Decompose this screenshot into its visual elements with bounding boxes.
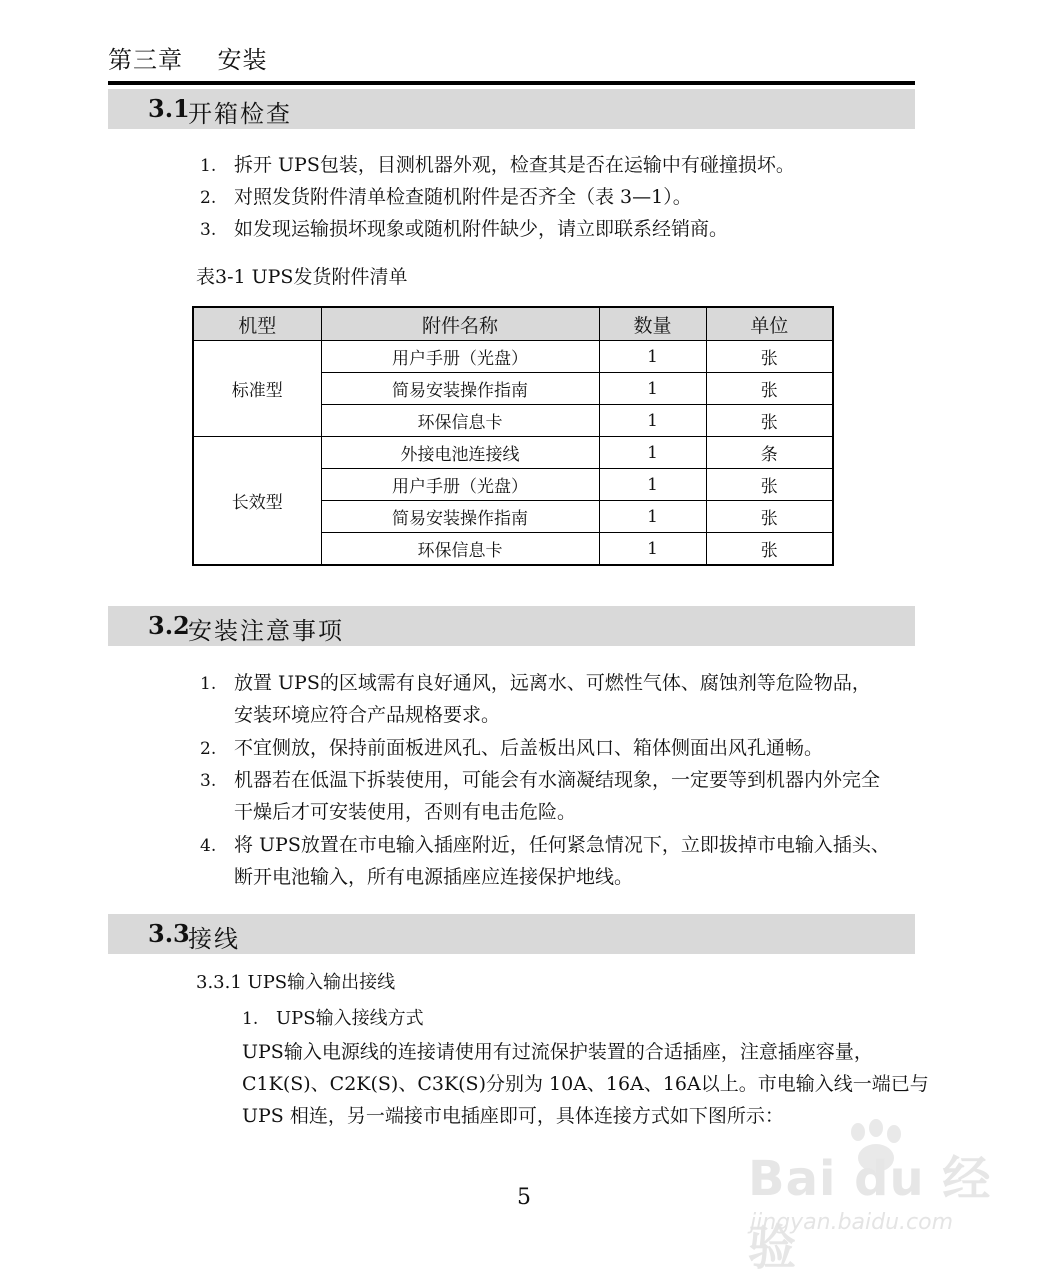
list-item: 2. 不宜侧放，保持前面板进风孔、后盖板出风口、箱体侧面出风孔通畅。 (200, 737, 824, 759)
unit-cell: 张 (706, 469, 833, 501)
section-3-1-heading (108, 89, 915, 129)
col-header: 机型 (193, 307, 321, 341)
col-header: 附件名称 (321, 307, 599, 341)
unit-cell: 条 (706, 437, 833, 469)
qty-cell: 1 (599, 405, 706, 437)
unit-cell: 张 (706, 405, 833, 437)
section-title: 开箱检查 (188, 100, 292, 128)
watermark-logo: Bai du 经验 (748, 1151, 992, 1276)
col-header: 数量 (599, 307, 706, 341)
table-row (193, 437, 833, 469)
paragraph-line: C1K(S)、C2K(S)、C3K(S)分别为 10A、16A、16A以上。市电输入线一端已与 (242, 1073, 929, 1095)
list-item-continuation: 干燥后才可安装使用，否则有电击危险。 (234, 801, 577, 823)
unit-cell: 张 (706, 373, 833, 405)
chapter-header: 第三章 安装 (108, 46, 268, 74)
watermark-url: jingyan.baidu.com (750, 1210, 954, 1235)
model-cell: 标准型 (193, 341, 321, 437)
qty-cell: 1 (599, 373, 706, 405)
item-heading: 1. UPS输入接线方式 (242, 1008, 424, 1029)
section-3-2-heading (108, 606, 915, 646)
header-rule (108, 81, 915, 85)
qty-cell: 1 (599, 437, 706, 469)
unit-cell: 张 (706, 533, 833, 566)
name-cell: 简易安装操作指南 (321, 373, 599, 405)
list-item: 1. 放置 UPS的区域需有良好通风，远离水、可燃性气体、腐蚀剂等危险物品， (200, 672, 871, 694)
accessory-table (192, 306, 834, 566)
table-row (193, 341, 833, 373)
page-number: 5 (517, 1185, 531, 1210)
table-caption: 表3-1 UPS发货附件清单 (196, 266, 408, 288)
name-cell: 用户手册（光盘） (321, 341, 599, 373)
qty-cell: 1 (599, 501, 706, 533)
list-item: 3. 机器若在低温下拆装使用，可能会有水滴凝结现象，一定要等到机器内外完全 (200, 769, 881, 791)
name-cell: 用户手册（光盘） (321, 469, 599, 501)
name-cell: 简易安装操作指南 (321, 501, 599, 533)
section-number: 3.3 (148, 919, 190, 948)
subsection-heading: 3.3.1 UPS输入输出接线 (196, 972, 396, 993)
name-cell: 环保信息卡 (321, 405, 599, 437)
unit-cell: 张 (706, 501, 833, 533)
list-item: 1. 拆开 UPS包装，目测机器外观，检查其是否在运输中有碰撞损坏。 (200, 154, 795, 176)
model-cell: 长效型 (193, 437, 321, 566)
section-3-3-heading (108, 914, 915, 954)
qty-cell: 1 (599, 469, 706, 501)
qty-cell: 1 (599, 341, 706, 373)
section-number: 3.1 (148, 94, 190, 123)
list-item: 4. 将 UPS放置在市电输入插座附近，任何紧急情况下，立即拔掉市电输入插头、 (200, 834, 890, 856)
name-cell: 环保信息卡 (321, 533, 599, 566)
table-header-row (193, 307, 833, 341)
unit-cell: 张 (706, 341, 833, 373)
list-item-continuation: 断开电池输入，所有电源插座应连接保护地线。 (234, 866, 634, 888)
col-header: 单位 (706, 307, 833, 341)
paragraph-line: UPS 相连，另一端接市电插座即可，具体连接方式如下图所示： (242, 1105, 784, 1127)
section-title: 接线 (188, 925, 240, 953)
list-item-continuation: 安装环境应符合产品规格要求。 (234, 704, 501, 726)
list-item: 3. 如发现运输损坏现象或随机附件缺少，请立即联系经销商。 (200, 218, 729, 240)
name-cell: 外接电池连接线 (321, 437, 599, 469)
section-title: 安装注意事项 (188, 617, 344, 645)
baidu-watermark (740, 1118, 1010, 1276)
qty-cell: 1 (599, 533, 706, 566)
list-item: 2. 对照发货附件清单检查随机附件是否齐全（表 3—1）。 (200, 186, 692, 208)
section-number: 3.2 (148, 611, 190, 640)
paragraph-line: UPS输入电源线的连接请使用有过流保护装置的合适插座，注意插座容量， (242, 1041, 873, 1063)
